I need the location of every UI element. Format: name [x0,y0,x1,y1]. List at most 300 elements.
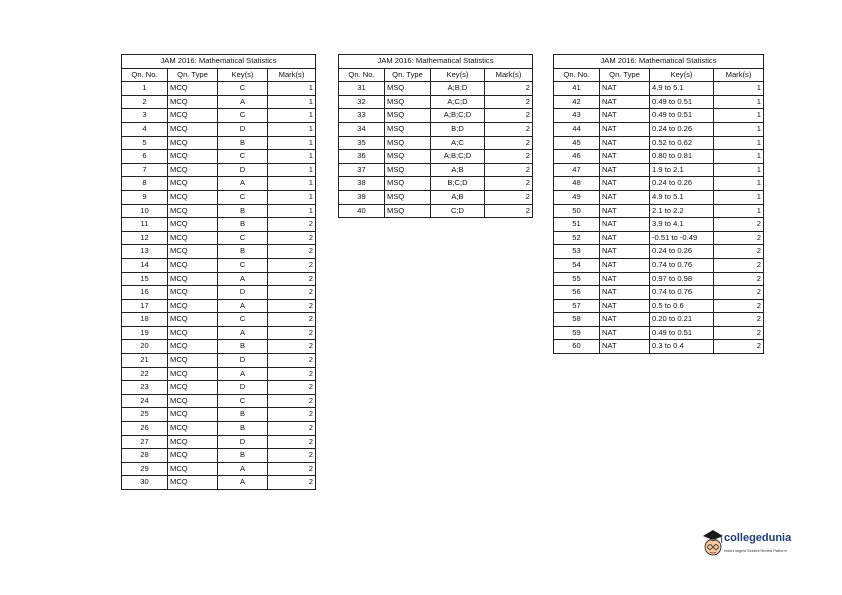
table-row [554,340,764,354]
cell-qn-no: 51 [554,218,600,232]
cell-mark: 2 [268,354,316,368]
table-row [339,204,533,218]
table-row [554,163,764,177]
header-marks: Mark(s) [714,68,764,82]
cell-qn-no: 56 [554,286,600,300]
cell-key: D [218,163,268,177]
header-qn-no: Qn. No. [339,68,385,82]
cell-qn-type: MSQ [385,163,431,177]
cell-qn-no: 45 [554,136,600,150]
cell-mark: 2 [268,286,316,300]
cell-qn-no: 42 [554,95,600,109]
cell-key: C [218,150,268,164]
cell-qn-type: NAT [600,136,650,150]
table-row [122,435,316,449]
cell-key: A;B [431,190,485,204]
cell-qn-no: 19 [122,326,168,340]
cell-mark: 2 [268,258,316,272]
cell-mark: 2 [268,381,316,395]
cell-qn-no: 16 [122,286,168,300]
table-row [122,109,316,123]
cell-mark: 2 [485,136,533,150]
header-qn-no: Qn. No. [122,68,168,82]
cell-mark: 2 [268,476,316,490]
cell-mark: 2 [485,95,533,109]
table-row [339,136,533,150]
cell-qn-type: NAT [600,286,650,300]
cell-qn-type: MCQ [168,449,218,463]
cell-mark: 1 [268,82,316,96]
table-row [554,326,764,340]
table-row [122,272,316,286]
table-row [122,122,316,136]
cell-qn-type: MCQ [168,150,218,164]
cell-qn-no: 37 [339,163,385,177]
header-qn-type: Qn. Type [600,68,650,82]
cell-qn-type: MSQ [385,122,431,136]
cell-qn-type: NAT [600,258,650,272]
cell-key: 2.1 to 2.2 [650,204,714,218]
cell-mark: 2 [485,150,533,164]
cell-qn-type: MCQ [168,313,218,327]
cell-key: 0.74 to 0.76 [650,258,714,272]
cell-qn-type: MCQ [168,381,218,395]
cell-qn-no: 13 [122,245,168,259]
cell-qn-type: MCQ [168,163,218,177]
cell-qn-no: 23 [122,381,168,395]
cell-qn-type: MCQ [168,95,218,109]
cell-key: B [218,136,268,150]
table-row [122,286,316,300]
cell-key: A;B;C;D [431,109,485,123]
table-row [554,122,764,136]
cell-qn-type: MCQ [168,326,218,340]
table-row [122,422,316,436]
cell-mark: 2 [268,299,316,313]
cell-mark: 2 [485,82,533,96]
table-row [122,313,316,327]
cell-mark: 2 [714,340,764,354]
table-row [554,136,764,150]
table-row [122,394,316,408]
table-row [122,218,316,232]
cell-key: A;B;D [431,82,485,96]
cell-mark: 2 [485,109,533,123]
cell-qn-no: 57 [554,299,600,313]
table-row [122,136,316,150]
cell-qn-type: NAT [600,340,650,354]
table-title: JAM 2016: Mathematical Statistics [339,55,533,69]
table-row [339,122,533,136]
cell-mark: 1 [714,150,764,164]
cell-qn-no: 4 [122,122,168,136]
cell-mark: 2 [714,245,764,259]
cell-qn-no: 48 [554,177,600,191]
table-row [554,190,764,204]
cell-qn-type: MCQ [168,258,218,272]
cell-key: 0.24 to 0.26 [650,245,714,259]
cell-qn-type: MCQ [168,299,218,313]
cell-qn-type: MCQ [168,218,218,232]
cell-mark: 2 [268,340,316,354]
table-row [554,218,764,232]
cell-qn-no: 28 [122,449,168,463]
cell-qn-no: 12 [122,231,168,245]
cell-key: C [218,82,268,96]
cell-key: 0.24 to 0.26 [650,122,714,136]
table-row [339,163,533,177]
table-row [554,177,764,191]
cell-qn-no: 14 [122,258,168,272]
cell-qn-no: 31 [339,82,385,96]
cell-qn-no: 50 [554,204,600,218]
cell-mark: 2 [268,218,316,232]
cell-key: 0.3 to 0.4 [650,340,714,354]
cell-qn-no: 32 [339,95,385,109]
table-row [122,462,316,476]
cell-mark: 2 [485,190,533,204]
cell-qn-type: NAT [600,163,650,177]
cell-mark: 2 [714,326,764,340]
cell-qn-no: 5 [122,136,168,150]
cell-mark: 1 [268,163,316,177]
cell-mark: 1 [268,150,316,164]
table-row [122,82,316,96]
cell-qn-type: NAT [600,245,650,259]
cell-qn-type: MCQ [168,231,218,245]
cell-qn-type: NAT [600,326,650,340]
cell-qn-no: 30 [122,476,168,490]
cell-qn-no: 1 [122,82,168,96]
cell-mark: 2 [268,272,316,286]
cell-qn-no: 7 [122,163,168,177]
cell-mark: 1 [714,204,764,218]
cell-key: A [218,326,268,340]
cell-key: A [218,462,268,476]
table-row [554,299,764,313]
cell-qn-no: 34 [339,122,385,136]
cell-key: A;B [431,163,485,177]
table-row [122,245,316,259]
cell-qn-no: 10 [122,204,168,218]
cell-qn-type: MSQ [385,136,431,150]
cell-qn-no: 44 [554,122,600,136]
brand-tagline: India's largest Student Review Platform [724,549,787,553]
cell-qn-type: NAT [600,109,650,123]
table-row [554,272,764,286]
cell-qn-no: 6 [122,150,168,164]
cell-qn-type: NAT [600,177,650,191]
cell-key: B [218,204,268,218]
cell-key: 0.20 to 0.21 [650,313,714,327]
cell-key: D [218,381,268,395]
cell-qn-no: 60 [554,340,600,354]
cell-mark: 2 [268,231,316,245]
cell-qn-type: MCQ [168,394,218,408]
cell-qn-type: MSQ [385,95,431,109]
cell-mark: 2 [714,313,764,327]
cell-key: C [218,109,268,123]
cell-mark: 2 [268,435,316,449]
table-row [122,449,316,463]
table-row [122,177,316,191]
cell-mark: 1 [714,190,764,204]
cell-mark: 2 [714,286,764,300]
cell-qn-type: NAT [600,218,650,232]
cell-qn-type: NAT [600,122,650,136]
cell-key: C [218,258,268,272]
cell-key: B [218,245,268,259]
cell-mark: 1 [714,163,764,177]
cell-qn-no: 35 [339,136,385,150]
cell-qn-no: 22 [122,367,168,381]
cell-qn-no: 43 [554,109,600,123]
cell-key: 0.49 to 0.51 [650,109,714,123]
cell-key: 0.49 to 0.51 [650,95,714,109]
cell-mark: 2 [485,163,533,177]
cell-qn-no: 3 [122,109,168,123]
table-row [339,109,533,123]
cell-mark: 2 [714,218,764,232]
cell-qn-no: 20 [122,340,168,354]
cell-qn-no: 52 [554,231,600,245]
cell-qn-no: 25 [122,408,168,422]
cell-qn-type: MSQ [385,109,431,123]
cell-qn-no: 24 [122,394,168,408]
table-row [554,204,764,218]
cell-mark: 1 [268,109,316,123]
cell-key: D [218,286,268,300]
cell-mark: 2 [268,422,316,436]
cell-mark: 1 [268,136,316,150]
cell-key: A [218,272,268,286]
table-row [339,82,533,96]
cell-qn-no: 38 [339,177,385,191]
cell-qn-type: MCQ [168,204,218,218]
table-row [122,340,316,354]
cell-key: 3.9 to 4.1 [650,218,714,232]
table-row [122,476,316,490]
table-title: JAM 2016: Mathematical Statistics [122,55,316,69]
table-row [554,109,764,123]
cell-qn-type: MCQ [168,340,218,354]
cell-key: C [218,231,268,245]
cell-qn-type: MCQ [168,476,218,490]
cell-key: 0.97 to 0.98 [650,272,714,286]
cell-qn-type: NAT [600,313,650,327]
cell-mark: 1 [268,190,316,204]
cell-qn-type: NAT [600,82,650,96]
cell-key: A [218,177,268,191]
cell-qn-type: NAT [600,190,650,204]
cell-key: D [218,122,268,136]
cell-key: B [218,340,268,354]
cell-key: -0.51 to -0.49 [650,231,714,245]
cell-qn-no: 53 [554,245,600,259]
cell-qn-type: NAT [600,150,650,164]
cell-qn-no: 2 [122,95,168,109]
header-keys: Key(s) [650,68,714,82]
cell-mark: 2 [268,408,316,422]
cell-qn-no: 39 [339,190,385,204]
cell-qn-type: MCQ [168,136,218,150]
cell-qn-type: MCQ [168,462,218,476]
cell-qn-type: MSQ [385,204,431,218]
cell-key: 0.52 to 0.62 [650,136,714,150]
header-keys: Key(s) [218,68,268,82]
cell-qn-no: 54 [554,258,600,272]
cell-mark: 2 [268,449,316,463]
cell-key: C [218,313,268,327]
table-row [339,190,533,204]
cell-mark: 2 [485,122,533,136]
cell-qn-type: MCQ [168,272,218,286]
table-row [122,231,316,245]
cell-key: 0.74 to 0.76 [650,286,714,300]
cell-qn-no: 46 [554,150,600,164]
cell-qn-no: 29 [122,462,168,476]
table-row [122,326,316,340]
cell-key: 0.5 to 0.6 [650,299,714,313]
header-keys: Key(s) [431,68,485,82]
cell-mark: 1 [268,177,316,191]
table-row [554,313,764,327]
cell-key: A [218,299,268,313]
cell-qn-no: 26 [122,422,168,436]
cell-qn-type: MCQ [168,245,218,259]
cell-qn-type: MCQ [168,177,218,191]
cell-qn-no: 9 [122,190,168,204]
cell-key: B;D [431,122,485,136]
cell-mark: 2 [268,313,316,327]
cell-mark: 1 [268,95,316,109]
table-row [122,150,316,164]
table-row [122,190,316,204]
table-row [339,177,533,191]
cell-qn-no: 47 [554,163,600,177]
cell-key: 4.9 to 5.1 [650,190,714,204]
cell-mark: 2 [714,299,764,313]
cell-key: 0.49 to 0.51 [650,326,714,340]
cell-key: A [218,476,268,490]
cell-mark: 1 [714,177,764,191]
cell-qn-no: 33 [339,109,385,123]
cell-mark: 2 [268,367,316,381]
table-row [339,150,533,164]
table-row [122,163,316,177]
cell-qn-type: MSQ [385,150,431,164]
cell-qn-type: MCQ [168,408,218,422]
cell-qn-type: NAT [600,231,650,245]
answer-key-table-2 [338,54,533,218]
cell-qn-no: 59 [554,326,600,340]
cell-qn-no: 17 [122,299,168,313]
cell-qn-no: 18 [122,313,168,327]
cell-key: 1.9 to 2.1 [650,163,714,177]
cell-key: A;C [431,136,485,150]
cell-qn-type: MCQ [168,82,218,96]
cell-key: A [218,95,268,109]
header-marks: Mark(s) [268,68,316,82]
cell-key: A [218,367,268,381]
cell-mark: 1 [714,95,764,109]
cell-key: C [218,394,268,408]
cell-key: 0.24 to 0.26 [650,177,714,191]
cell-qn-no: 40 [339,204,385,218]
table-row [554,286,764,300]
cell-qn-type: NAT [600,299,650,313]
answer-key-table-3 [553,54,764,354]
cell-qn-type: MCQ [168,286,218,300]
cell-qn-no: 41 [554,82,600,96]
cell-qn-type: MCQ [168,190,218,204]
cell-qn-type: MCQ [168,354,218,368]
cell-qn-no: 8 [122,177,168,191]
cell-key: B;C;D [431,177,485,191]
cell-mark: 2 [268,462,316,476]
cell-qn-type: NAT [600,272,650,286]
cell-mark: 1 [714,136,764,150]
table-row [122,367,316,381]
cell-key: B [218,408,268,422]
cell-key: D [218,354,268,368]
cell-qn-no: 21 [122,354,168,368]
cell-key: D [218,435,268,449]
cell-qn-type: MSQ [385,190,431,204]
cell-key: 4.9 to 5.1 [650,82,714,96]
cell-qn-no: 49 [554,190,600,204]
cell-key: B [218,218,268,232]
table-row [122,299,316,313]
table-row [122,354,316,368]
table-row [122,204,316,218]
cell-qn-no: 15 [122,272,168,286]
cell-mark: 2 [268,326,316,340]
header-marks: Mark(s) [485,68,533,82]
cell-qn-type: MSQ [385,82,431,96]
cell-key: C;D [431,204,485,218]
cell-mark: 2 [485,177,533,191]
cell-qn-type: MCQ [168,109,218,123]
cell-mark: 1 [268,204,316,218]
header-qn-type: Qn. Type [385,68,431,82]
table-row [554,150,764,164]
table-row [554,258,764,272]
cell-qn-no: 55 [554,272,600,286]
cell-mark: 2 [485,204,533,218]
cell-qn-type: NAT [600,95,650,109]
cell-key: A;B;C;D [431,150,485,164]
cell-qn-no: 58 [554,313,600,327]
cell-qn-no: 36 [339,150,385,164]
cell-qn-type: MCQ [168,435,218,449]
table-row [122,95,316,109]
cell-qn-type: MCQ [168,122,218,136]
cell-mark: 2 [714,272,764,286]
mascot-face-icon [703,530,723,555]
cell-qn-type: MSQ [385,177,431,191]
cell-mark: 1 [714,122,764,136]
cell-mark: 2 [714,231,764,245]
cell-mark: 2 [268,245,316,259]
table-row [554,245,764,259]
cell-key: C [218,190,268,204]
cell-qn-type: NAT [600,204,650,218]
table-row [122,258,316,272]
cell-mark: 1 [714,109,764,123]
cell-mark: 1 [714,82,764,96]
table-row [554,82,764,96]
